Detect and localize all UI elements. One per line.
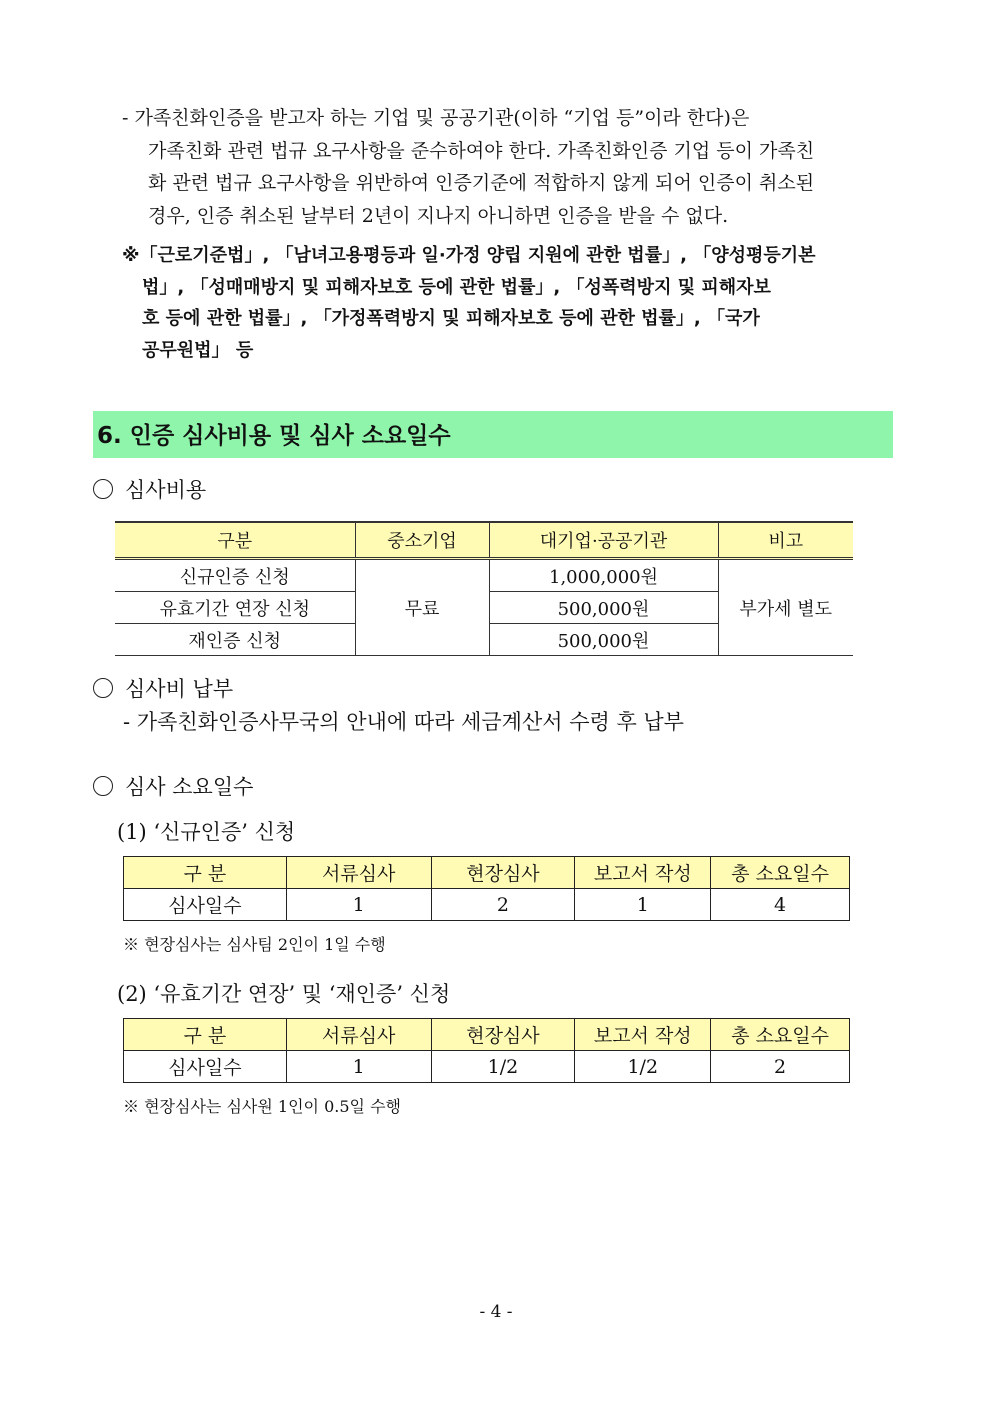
circle-bullet-icon: [93, 678, 113, 698]
duration-cell: 1: [286, 889, 431, 921]
duration-header-cell: 총 소요일수: [711, 1019, 850, 1051]
payment-heading: [93, 673, 233, 703]
fee-heading-text: 심사비용: [125, 478, 207, 502]
duration-cell: 1/2: [575, 1051, 711, 1083]
duration-heading-text: 심사 소요일수: [125, 775, 254, 799]
fee-type-cell: 재인증 신청: [115, 624, 355, 656]
duration-header-cell: 서류심사: [286, 1019, 431, 1051]
fee-header-cell: 구분: [115, 522, 355, 559]
duration-cell: 2: [711, 1051, 850, 1083]
case2-note: ※ 현장심사는 심사원 1인이 0.5일 수행: [123, 1097, 401, 1116]
law-reference-note: [122, 240, 902, 366]
payment-heading-text: 심사비 납부: [125, 677, 234, 701]
duration-header-cell: 보고서 작성: [575, 1019, 711, 1051]
duration-cell: 1: [286, 1051, 431, 1083]
case1-label: (1) ‘신규인증’ 신청: [117, 820, 296, 844]
page-number: - 4 -: [479, 1302, 513, 1322]
duration-heading: [93, 771, 253, 801]
case1-note: ※ 현장심사는 심사팀 2인이 1일 수행: [123, 935, 386, 954]
note-line: 공무원법」 등: [142, 339, 254, 361]
duration-table-header: [124, 857, 850, 889]
fee-header-cell: 비고: [718, 522, 853, 559]
note-line: ※「근로기준법」, 「남녀고용평등과 일·가정 양립 지원에 관한 법률」, 「양성평등기본: [122, 245, 816, 266]
fee-table: [115, 521, 853, 656]
duration-header-cell: 보고서 작성: [575, 857, 711, 889]
case2-duration-table: [123, 1018, 850, 1083]
fee-heading: [93, 474, 206, 504]
large-fee-cell: 500,000원: [489, 592, 718, 624]
fee-table-header: [115, 522, 853, 559]
duration-header-cell: 현장심사: [431, 857, 575, 889]
payment-detail: - 가족친화인증사무국의 안내에 따라 세금계산서 수령 후 납부: [123, 710, 684, 734]
note-line: 호 등에 관한 법률」, 「가정폭력방지 및 피해자보호 등에 관한 법률」, 「국가: [142, 308, 760, 329]
fee-header-cell: 중소기업: [355, 522, 489, 559]
section-title: 6. 인증 심사비용 및 심사 소요일수: [97, 423, 451, 449]
duration-cell: 심사일수: [124, 889, 287, 921]
large-fee-cell: 500,000원: [489, 624, 718, 656]
requirement-line: 경우, 인증 취소된 날부터 2년이 지나지 아니하면 인증을 받을 수 없다.: [148, 204, 729, 227]
requirement-line: - 가족친화인증을 받고자 하는 기업 및 공공기관(이하 “기업 등”이라 한다)은: [122, 107, 750, 129]
duration-table-header: [124, 1019, 850, 1051]
note-line: 법」, 「성매매방지 및 피해자보호 등에 관한 법률」, 「성폭력방지 및 피해자보: [142, 276, 771, 298]
table-row: [124, 1051, 850, 1083]
section-header: [93, 411, 893, 458]
duration-header-cell: 서류심사: [286, 857, 431, 889]
fee-type-cell: 유효기간 연장 신청: [115, 592, 355, 624]
duration-cell: 심사일수: [124, 1051, 287, 1083]
large-fee-cell: 1,000,000원: [489, 559, 718, 592]
duration-cell: 4: [711, 889, 850, 921]
duration-header-cell: 구 분: [124, 1019, 287, 1051]
table-row: [115, 559, 853, 592]
case1-duration-table: [123, 856, 850, 921]
circle-bullet-icon: [93, 479, 113, 499]
requirement-line: 화 관련 법규 요구사항을 위반하여 인증기준에 적합하지 않게 되어 인증이 취소된: [148, 172, 815, 194]
duration-cell: 2: [431, 889, 575, 921]
case2-label: (2) ‘유효기간 연장’ 및 ‘재인증’ 신청: [117, 982, 451, 1006]
duration-cell: 1: [575, 889, 711, 921]
circle-bullet-icon: [93, 776, 113, 796]
sme-fee-cell: 무료: [355, 559, 489, 656]
duration-cell: 1/2: [431, 1051, 575, 1083]
table-row: [124, 889, 850, 921]
duration-header-cell: 현장심사: [431, 1019, 575, 1051]
requirement-line: 가족친화 관련 법규 요구사항을 준수하여야 한다. 가족친화인증 기업 등이 가족친: [148, 139, 815, 162]
remark-cell: 부가세 별도: [718, 559, 853, 656]
fee-header-cell: 대기업·공공기관: [489, 522, 718, 559]
duration-header-cell: 총 소요일수: [711, 857, 850, 889]
requirement-paragraph: [122, 102, 902, 232]
fee-type-cell: 신규인증 신청: [115, 559, 355, 592]
duration-header-cell: 구 분: [124, 857, 287, 889]
